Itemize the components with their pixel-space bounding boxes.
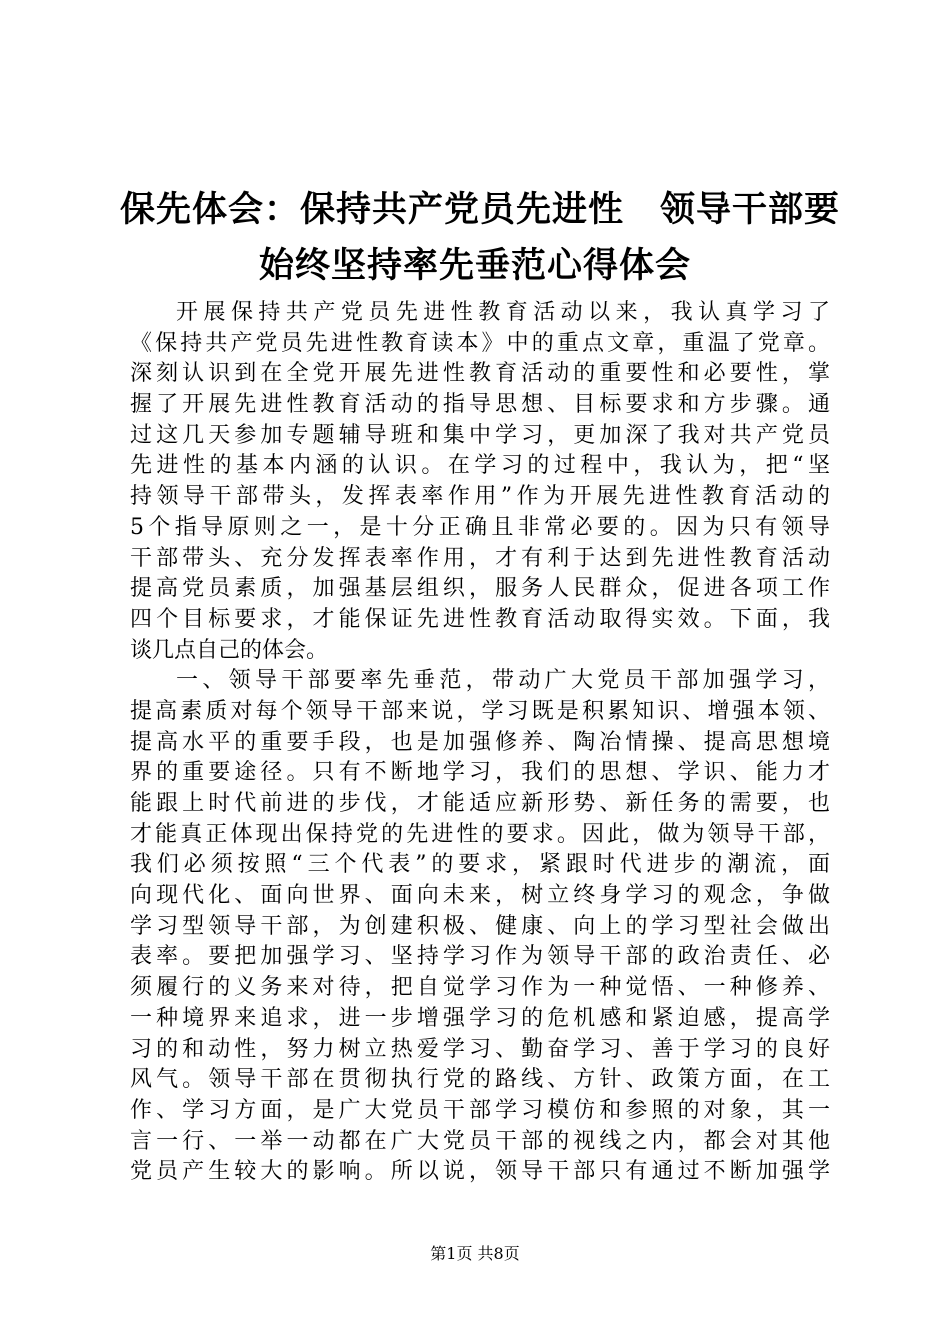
paragraph-line: 干部带头、充分发挥表率作用，才有利于达到先进性教育活动	[130, 545, 830, 571]
paragraph-line: 《保持共产党员先进性教育读本》中的重点文章，重温了党章。	[130, 330, 830, 356]
paragraph-line: 言一行、一举一动都在广大党员干部的视线之内，都会对其他	[130, 1128, 830, 1154]
paragraph-line: 开展保持共产党员先进性教育活动以来，我认真学习了	[176, 300, 830, 325]
document-body	[130, 298, 830, 1188]
paragraph-line: 握了开展先进性教育活动的指导思想、目标要求和方步骤。通	[130, 392, 830, 418]
paragraph-line: 风气。领导干部在贯彻执行党的路线、方针、政策方面，在工	[130, 1067, 830, 1093]
paragraph-line: 一、领导干部要率先垂范，带动广大党员干部加强学习，	[176, 668, 830, 694]
paragraph-line: 我们必须按照“三个代表”的要求，紧跟时代进步的潮流，面	[130, 852, 830, 878]
paragraph-line: 先进性的基本内涵的认识。在学习的过程中，我认为，把“坚	[130, 453, 830, 479]
document-title-line-2: 始终坚持率先垂范心得体会	[258, 246, 691, 286]
page-footer: 第1页 共8页	[430, 1244, 520, 1263]
paragraph-line: 习的和动性，努力树立热爱学习、勤奋学习、善于学习的良好	[130, 1036, 830, 1062]
paragraph-line: 向现代化、面向世界、面向未来，树立终身学习的观念，争做	[130, 883, 830, 909]
paragraph-line: 能跟上时代前进的步伐，才能适应新形势、新任务的需要，也	[130, 791, 830, 816]
paragraph-line: 深刻认识到在全党开展先进性教育活动的重要性和必要性，掌	[130, 361, 830, 387]
paragraph-line: 界的重要途径。只有不断地学习，我们的思想、学识、能力才	[130, 760, 830, 786]
document-title-line-1: 保先体会：保持共产党员先进性 领导干部要	[120, 190, 841, 230]
paragraph-line: 谈几点自己的体会。	[130, 637, 329, 663]
paragraph-line: 表率。要把加强学习、坚持学习作为领导干部的政治责任、必	[130, 944, 830, 970]
paragraph-line: 作、学习方面，是广大党员干部学习模仿和参照的对象，其一	[130, 1097, 830, 1123]
paragraph-line: 持领导干部带头，发挥表率作用”作为开展先进性教育活动的	[130, 484, 830, 510]
paragraph-line: 党员产生较大的影响。所以说，领导干部只有通过不断加强学	[130, 1159, 830, 1185]
paragraph-line: 提高素质对每个领导干部来说，学习既是积累知识、增强本领、	[130, 698, 830, 724]
paragraph-line: 四个目标要求，才能保证先进性教育活动取得实效。下面，我	[130, 606, 830, 632]
paragraph-line: 才能真正体现出保持党的先进性的要求。因此，做为领导干部，	[130, 821, 830, 847]
paragraph-line: 提高水平的重要手段，也是加强修养、陶冶情操、提高思想境	[130, 729, 830, 755]
paragraph-line: 学习型领导干部，为创建积极、健康、向上的学习型社会做出	[130, 913, 830, 939]
paragraph-line: 一种境界来追求，进一步增强学习的危机感和紧迫感，提高学	[130, 1005, 830, 1031]
paragraph-line: 过这几天参加专题辅导班和集中学习，更加深了我对共产党员	[130, 422, 830, 448]
paragraph-line: 5个指导原则之一，是十分正确且非常必要的。因为只有领导	[130, 514, 830, 540]
paragraph-line: 须履行的义务来对待，把自觉学习作为一种觉悟、一种修养、	[130, 975, 830, 1001]
paragraph-line: 提高党员素质，加强基层组织，服务人民群众，促进各项工作	[130, 576, 830, 602]
